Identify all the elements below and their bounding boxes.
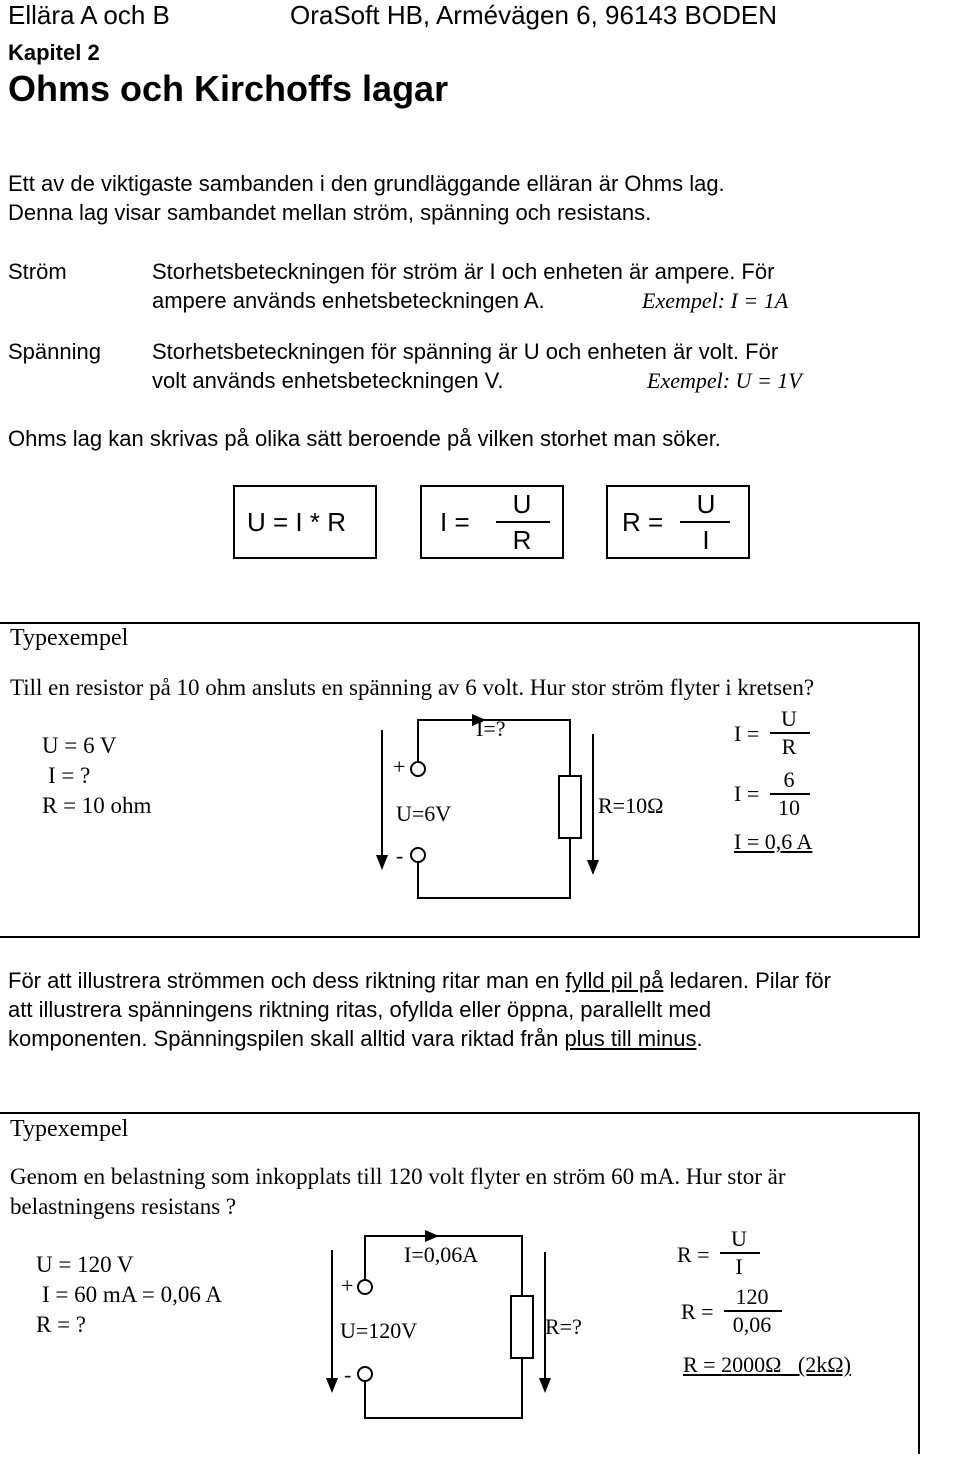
arrow-text-part: .	[696, 1026, 703, 1051]
example-1-given-r: R = 10 ohm	[42, 793, 152, 818]
arrow-text-underlined: plus till minus	[564, 1026, 697, 1051]
formula-i-lhs: I =	[440, 507, 470, 537]
example-2-line-2: belastningens resistans ?	[10, 1194, 237, 1219]
example-2-given-r: R = ?	[36, 1312, 87, 1337]
formula-i-denominator: R	[512, 525, 532, 555]
example-2-heading: Typexempel	[10, 1116, 129, 1142]
strom-definition-line-2: ampere används enhetsbeteckningen A.	[152, 288, 545, 313]
solution-1-step-2-denominator: 10	[778, 795, 800, 820]
course-name: Ellära A och B	[8, 0, 170, 30]
circuit-2-minus: -	[344, 1362, 352, 1387]
example-2-given-i: I = 60 mA = 0,06 A	[42, 1282, 222, 1307]
circuit-2-current-label: I=0,06A	[404, 1242, 479, 1267]
solution-1-step-1-lhs: I =	[734, 721, 760, 746]
example-1-question: Till en resistor på 10 ohm ansluts en spänning av 6 volt. Hur stor ström flyter i kretsen?	[10, 675, 815, 700]
chapter-label: Kapitel 2	[8, 40, 100, 65]
formula-r-numerator: U	[696, 489, 716, 519]
term-spanning: Spänning	[8, 339, 101, 364]
solution-2-step-1-denominator: I	[735, 1254, 743, 1279]
arrow-text-part: komponenten. Spänningspilen skall alltid vara riktad från	[8, 1026, 565, 1051]
intro-line-1: Ett av de viktigaste sambanden i den grundläggande elläran är Ohms lag.	[8, 171, 725, 196]
solution-1-result: I = 0,6 A	[734, 829, 813, 854]
solution-1-step-1-denominator: R	[781, 734, 797, 759]
solution-2-step-2-numerator: 120	[735, 1284, 769, 1309]
solution-2-step-1-numerator: U	[731, 1226, 747, 1251]
formula-r-denominator: I	[702, 525, 710, 555]
arrow-text-line-2: att illustrera spänningens riktning ritas, ofyllda eller öppna, parallellt med	[8, 997, 712, 1022]
circuit-1-plus: +	[393, 754, 406, 779]
circuit-2-resistance-label: R=?	[545, 1314, 582, 1339]
formula-u-equals-ir: U = I * R	[247, 507, 346, 537]
circuit-1-minus: -	[396, 843, 404, 868]
example-1-given-u: U = 6 V	[42, 733, 117, 758]
spanning-definition-line-2: volt används enhetsbeteckningen V.	[152, 368, 504, 393]
circuit-2-voltage-label: U=120V	[340, 1318, 418, 1343]
circuit-1-resistance-label: R=10Ω	[598, 793, 664, 818]
page-title: Ohms och Kirchoffs lagar	[8, 68, 449, 109]
strom-definition-line-1: Storhetsbeteckningen för ström är I och enheten är ampere. För	[152, 259, 775, 284]
solution-2-result: R = 2000Ω (2kΩ)	[683, 1352, 851, 1377]
formula-r-lhs: R =	[622, 507, 664, 537]
solution-2-step-2-denominator: 0,06	[732, 1312, 772, 1337]
solution-1-step-1-numerator: U	[781, 706, 797, 731]
term-strom: Ström	[8, 259, 67, 284]
solution-2-step-2-lhs: R =	[681, 1299, 714, 1324]
solution-1-step-2-lhs: I =	[734, 781, 760, 806]
solution-2-step-1-lhs: R =	[677, 1242, 710, 1267]
example-1-given-i: I = ?	[48, 763, 91, 788]
circuit-1-voltage-label: U=6V	[396, 801, 452, 826]
example-2-line-1: Genom en belastning som inkopplats till 120 volt flyter en ström 60 mA. Hur stor är	[10, 1164, 786, 1189]
publisher: OraSoft HB, Armévägen 6, 96143 BODEN	[290, 0, 778, 30]
spanning-example: Exempel: U = 1V	[647, 368, 802, 393]
example-1-heading: Typexempel	[10, 625, 129, 651]
arrow-text-part: ledaren. Pilar för	[663, 968, 831, 993]
spanning-definition-line-1: Storhetsbeteckningen för spänning är U och enheten är volt. För	[152, 339, 779, 364]
arrow-text-part: För att illustrera strömmen och dess riktning ritar man en	[8, 968, 566, 993]
ohms-law-text: Ohms lag kan skrivas på olika sätt beroende på vilken storhet man söker.	[8, 426, 721, 451]
arrow-text-underlined: fylld pil på	[565, 968, 664, 993]
circuit-2-plus: +	[341, 1273, 354, 1298]
formula-i-numerator: U	[512, 489, 532, 519]
example-2-given-u: U = 120 V	[36, 1252, 134, 1277]
solution-1-step-2-numerator: 6	[783, 767, 795, 792]
circuit-1-current-label: I=?	[476, 716, 506, 741]
intro-line-2: Denna lag visar sambandet mellan ström, spänning och resistans.	[8, 200, 652, 225]
strom-example: Exempel: I = 1A	[642, 288, 789, 313]
